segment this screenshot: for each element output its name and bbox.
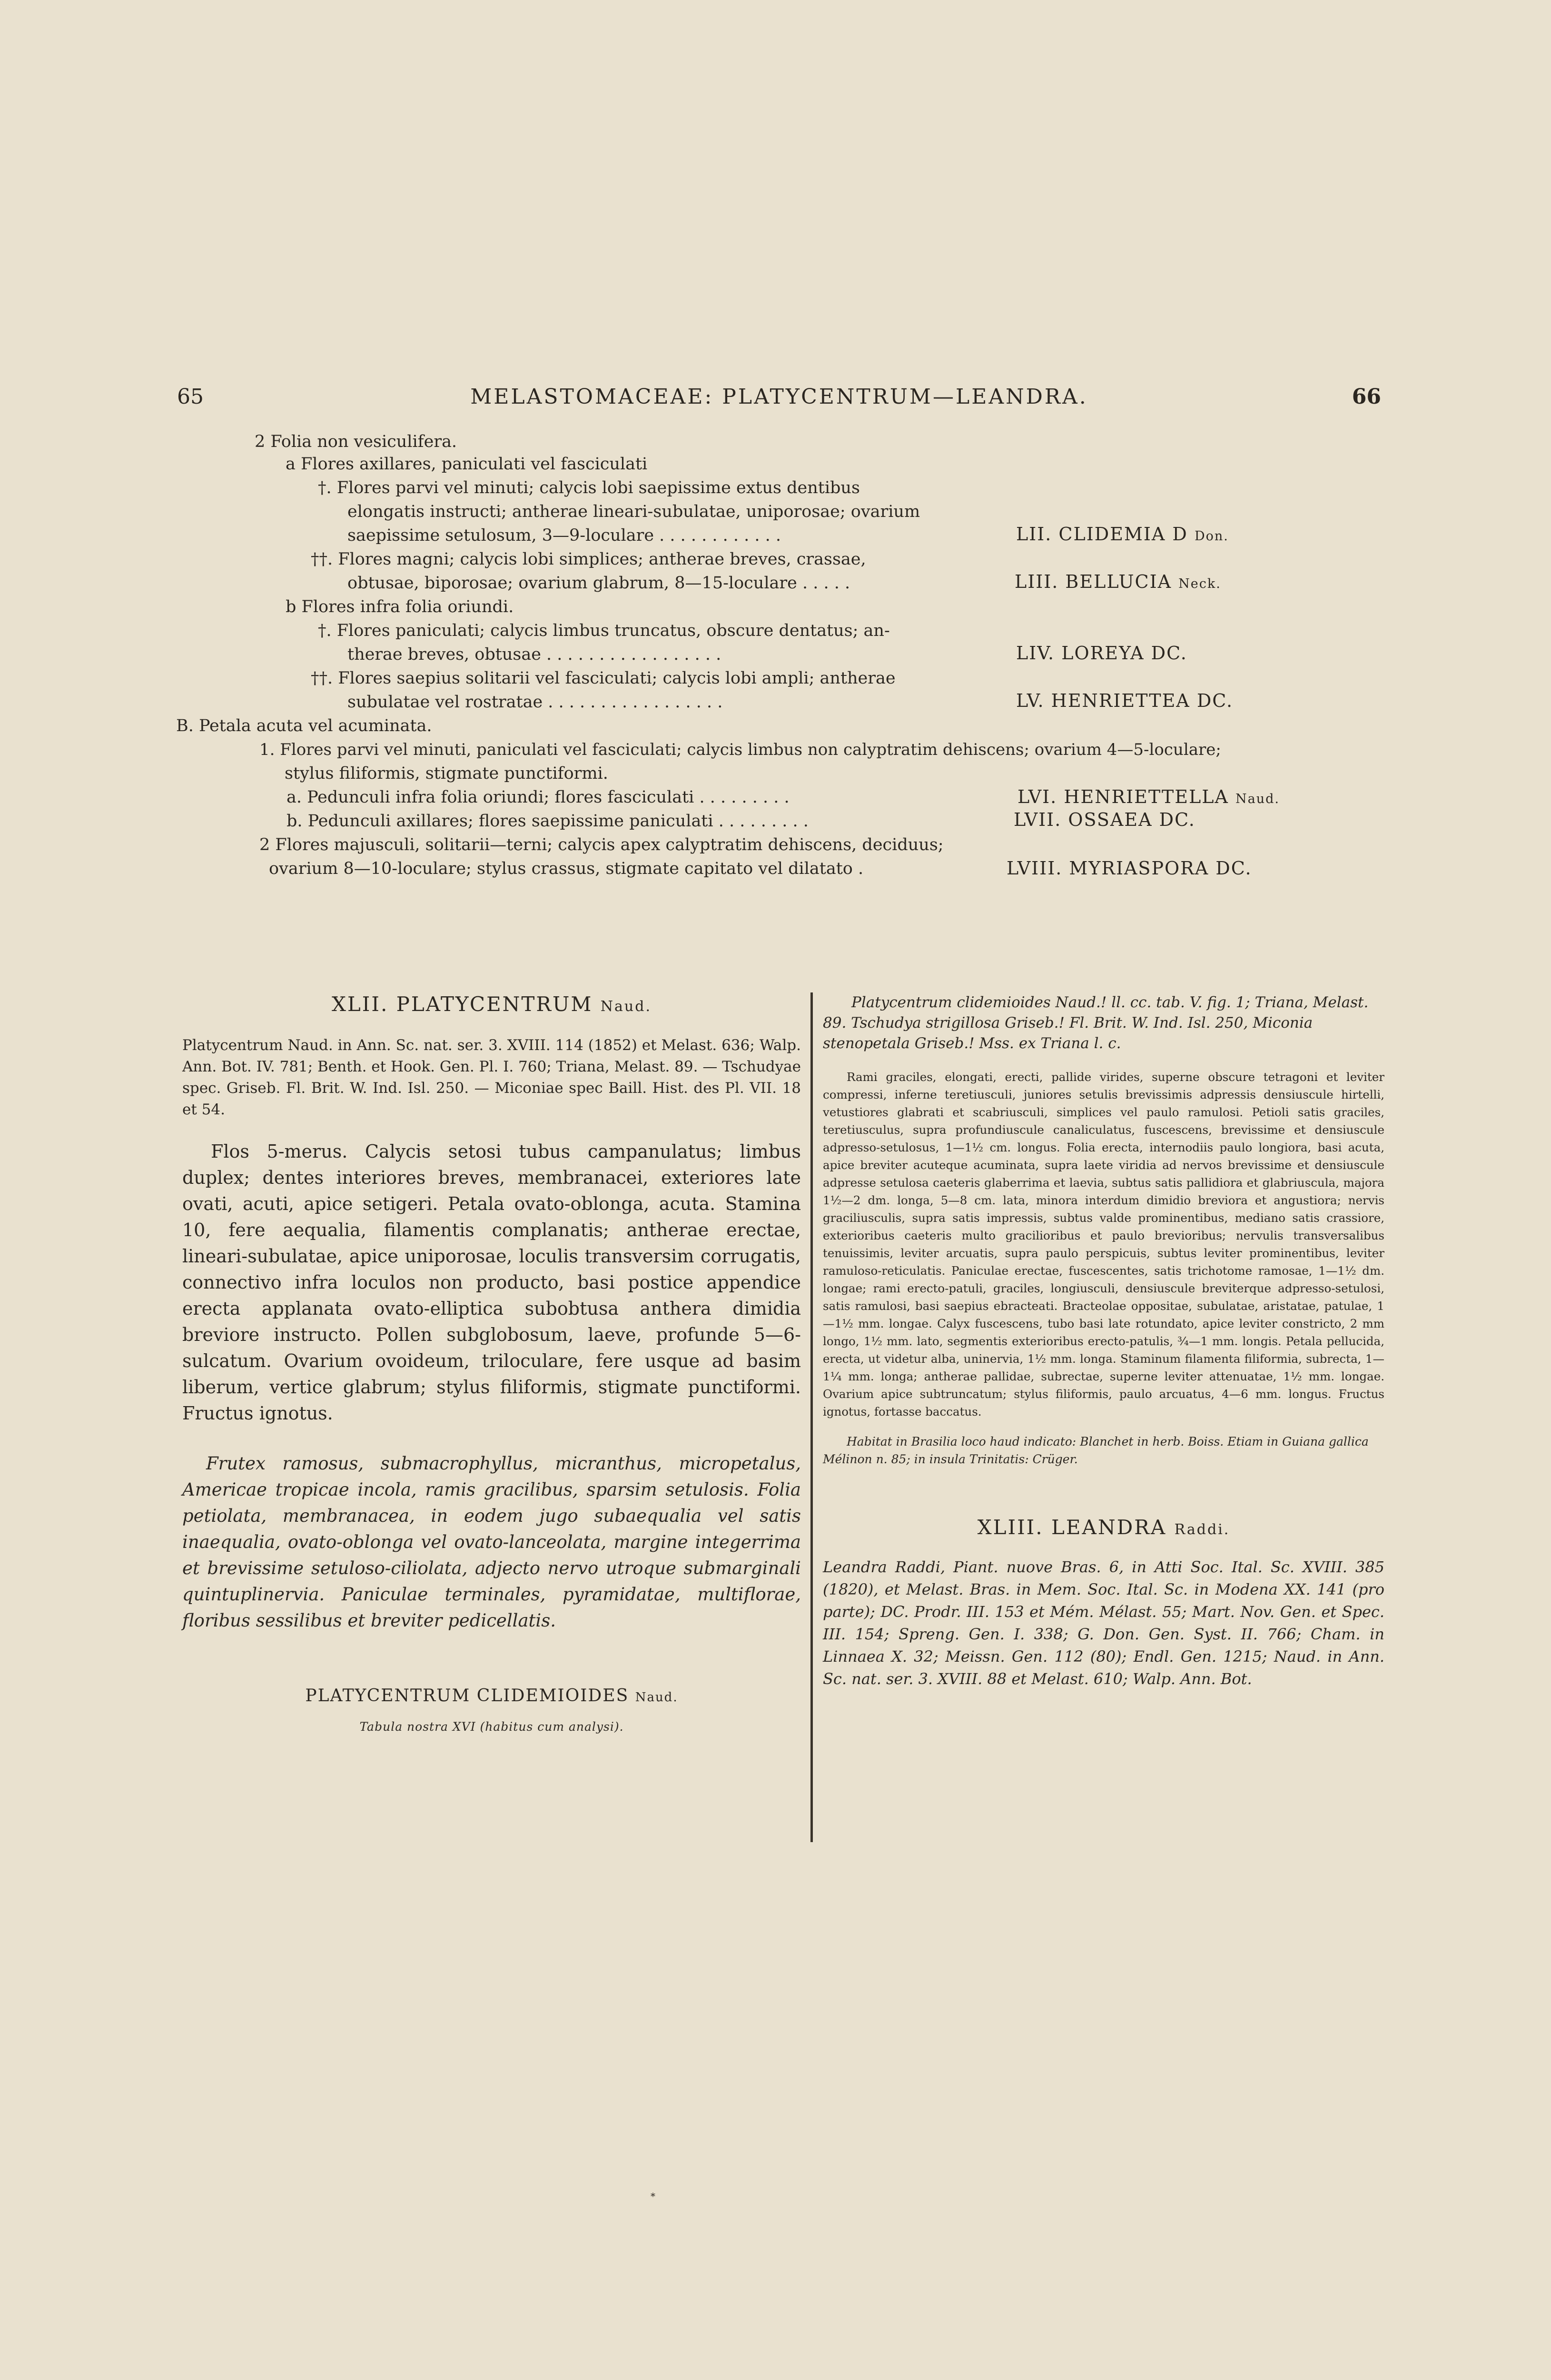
key-result-henriettella: LVI. HENRIETTELLA Naud.	[1018, 786, 1280, 807]
key-row: †. Flores parvi vel minuti; calycis lobi saepissime extus dentibus	[318, 478, 860, 497]
genus-description: Flos 5-merus. Calycis setosi tubus campanulatus; limbus duplex; dentes interiores breves, membranacei, exteriores late ovati, acuti, apice setigeri. Petala ovato-oblonga, acuta. Stamina 10, fere aequalia, filamentis complanatis; antherae erectae, lineari-subulatae, apice uniporosae, loculis transversim corrugatis, connectivo infra loculos non producto, basi postice appendice erecta applanata ovato-elliptica subobtusa anthera dimidia breviore instructo. Pollen subglobosum, laeve, profunde 5—6-sulcatum. Ovarium ovoideum, triloculare, fere usque ad basim liberum, vertice glabrum; stylus filiformis, stigmate punctiformi. Fructus ignotus.	[182, 1141, 801, 1424]
right-column	[823, 992, 1384, 1690]
key-row: therae breves, obtusae . . . . . . . . . . . . . . . . .	[347, 645, 721, 664]
habitat-note: Habitat in Brasilia loco haud indicato: Blanchet in herb. Boiss. Etiam in Guiana gallica Mélinon n. 85; in insula Trinitatis: Crüger.	[823, 1435, 1369, 1466]
left-column	[182, 992, 801, 1734]
key-result-loreya: LIV. LOREYA DC.	[1016, 643, 1187, 664]
key-row: 2 Folia non vesiculifera.	[255, 432, 457, 451]
key-row: saepissime setulosum, 3—9-loculare . . . . . . . . . . . .	[347, 526, 781, 545]
key-result-bellucia: LIII. BELLUCIA Neck.	[1015, 571, 1221, 592]
key-row: subulatae vel rostratae . . . . . . . . . . . . . . . . .	[347, 693, 723, 712]
species-heading: PLATYCENTRUM CLIDEMIOIDES Naud.	[305, 1686, 678, 1706]
species-synonymy: Platycentrum clidemioides Naud.! ll. cc. tab. V. fig. 1; Triana, Melast. 89. Tschudya strigillosa Griseb.! Fl. Brit. W. Ind. Isl. 250, Miconia stenopetala Griseb.! Mss. ex Triana l. c.	[823, 994, 1369, 1052]
key-row: obtusae, biporosae; ovarium glabrum, 8—15-loculare . . . . .	[347, 574, 850, 593]
key-row: b Flores infra folia oriundi.	[286, 597, 514, 616]
key-row: b. Pedunculi axillares; flores saepissime paniculati . . . . . . . . .	[286, 812, 809, 831]
key-row: stylus filiformis, stigmate punctiformi.	[285, 764, 608, 783]
running-title: MELASTOMACEAE: PLATYCENTRUM—LEANDRA.	[470, 385, 1088, 409]
column-rule	[810, 992, 813, 1842]
plate-reference: Tabula nostra XVI (habitus cum analysi).	[359, 1720, 624, 1734]
key-row: B. Petala acuta vel acuminata.	[176, 716, 432, 735]
leandra-synonymy: Leandra Raddi, Piant. nuove Bras. 6, in Atti Soc. Ital. Sc. XVIII. 385 (1820), et Melast. Bras. in Mem. Soc. Ital. Sc. in Modena XX. 141 (pro parte); DC. Prodr. III. 153 et Mém. Mélast. 55; Mart. Nov. Gen. et Spec. III. 154; Spreng. Gen. I. 338; G. Don. Gen. Syst. II. 766; Cham. in Linnaea X. 32; Meissn. Gen. 112 (80); Endl. Gen. 1215; Naud. in Ann. Sc. nat. ser. 3. XVIII. 88 et Melast. 610; Walp. Ann. Bot.	[823, 1558, 1384, 1688]
key-result-clidemia: LII. CLIDEMIA D Don.	[1016, 524, 1229, 545]
key-row: a. Pedunculi infra folia oriundi; flores fasciculati . . . . . . . . .	[286, 788, 790, 807]
page-number-right: 66	[1352, 385, 1381, 409]
running-header	[177, 385, 1381, 418]
key-row: elongatis instructi; antherae lineari-subulatae, uniporosae; ovarium	[347, 502, 920, 521]
key-result-henriettea: LV. HENRIETTEA DC.	[1016, 690, 1234, 711]
key-result-myriaspora: LVIII. MYRIASPORA DC.	[1007, 858, 1252, 879]
key-result-ossaea: LVII. OSSAEA DC.	[1014, 809, 1195, 830]
key-row: a Flores axillares, paniculati vel fasciculati	[286, 455, 648, 474]
key-row: 1. Flores parvi vel minuti, paniculati vel fasciculati; calycis limbus non calyptratim dehiscens; ovarium 4—5-loculare;	[259, 740, 1221, 759]
species-description: Rami graciles, elongati, erecti, pallide virides, superne obscure tetragoni et leviter compressi, inferne teretiusculi, juniores setulis brevissimis adpressis densiuscule hirtelli, vetustiores glabrati et scabriusculi, simplices vel paulo ramulosi. Petioli satis graciles, teretiusculus, supra profundiuscule canaliculatus, fuscescens, brevissime et densiuscule adpresso-setulosus, 1—1½ cm. longus. Folia erecta, internodiis paulo longiora, basi acuta, apice breviter acuteque acuminata, supra laete viridia ad nervos brevissime et densiuscule adpresse setulosa caeteris glaberrima et laevia, subtus satis pallidiora et glabriuscula, majora 1½—2 dm. longa, 5—8 cm. lata, minora interdum dimidio breviora et angustiora; nervis graciliusculis, supra satis impressis, subtus valde prominentibus, mediano satis crassiore, exterioribus caeteris multo gracilioribus et paulo brevioribus; nervulis transversalibus tenuissimis, leviter arcuatis, supra paulo perspicuis, subtus leviter prominentibus, leviter ramuloso-reticulatis. Paniculae erectae, fuscescentes, satis trichotome ramosae, 1—1½ dm. longae; rami erecto-patuli, graciles, longiusculi, densiuscule breviterque adpresso-setulosi, satis ramulosi, basi saepius ebracteati. Bracteolae oppositae, subulatae, aristatae, patulae, 1—1½ mm. longae. Calyx fuscescens, tubo basi late rotundato, apice leviter constricto, 2 mm longo, 1½ mm. lato, segmentis exterioribus erecto-patulis, ¾—1 mm. longis. Petala pellucida, erecta, ut videtur alba, uninervia, 1½ mm. longa. Staminum filamenta filiformia, subrecta, 1—1¼ mm. longa; antherae pallidae, subrectae, superne leviter attenuatae, 1½ mm. longae. Ovarium apice subtruncatum; stylus filiformis, paulo arcuatus, 4—6 mm. longus. Fructus ignotus, fortasse baccatus.	[823, 1070, 1384, 1418]
genus-heading-leandra: XLIII. LEANDRA Raddi.	[977, 1516, 1230, 1539]
genus-synonymy: Platycentrum Naud. in Ann. Sc. nat. ser. 3. XVIII. 114 (1852) et Melast. 636; Walp. Ann. Bot. IV. 781; Benth. et Hook. Gen. Pl. I. 760; Triana, Melast. 89. — Tschudyae spec. Griseb. Fl. Brit. W. Ind. Isl. 250. — Miconiae spec Baill. Hist. des Pl. VII. 18 et 54.	[182, 1037, 801, 1118]
genus-heading-platycentrum: XLII. PLATYCENTRUM Naud.	[331, 992, 652, 1016]
habit-description: Frutex ramosus, submacrophyllus, micranthus, micropetalus, Americae tropicae incola, ramis gracilibus, sparsim setulosis. Folia petiolata, membranacea, in eodem jugo subaequalia vel satis inaequalia, ovato-oblonga vel ovato-lanceolata, margine integerrima et brevissime setuloso-ciliolata, adjecto nervo utroque submarginali quintuplinervia. Paniculae terminales, pyramidatae, multiflorae, floribus sessilibus et breviter pedicellatis.	[182, 1453, 801, 1631]
key-row: ††. Flores saepius solitarii vel fasciculati; calycis lobi ampli; antherae	[311, 669, 896, 688]
key-row: †. Flores paniculati; calycis limbus truncatus, obscure dentatus; an-	[318, 621, 890, 640]
key-row: ††. Flores magni; calycis lobi simplices; antherae breves, crassae,	[311, 550, 866, 569]
key-row: 2 Flores majusculi, solitarii—terni; calycis apex calyptratim dehiscens, deciduus;	[259, 835, 944, 854]
footer-mark: *	[651, 2191, 655, 2202]
page-number-left: 65	[177, 385, 204, 409]
key-row: ovarium 8—10-loculare; stylus crassus, stigmate capitato vel dilatato .	[269, 859, 864, 878]
